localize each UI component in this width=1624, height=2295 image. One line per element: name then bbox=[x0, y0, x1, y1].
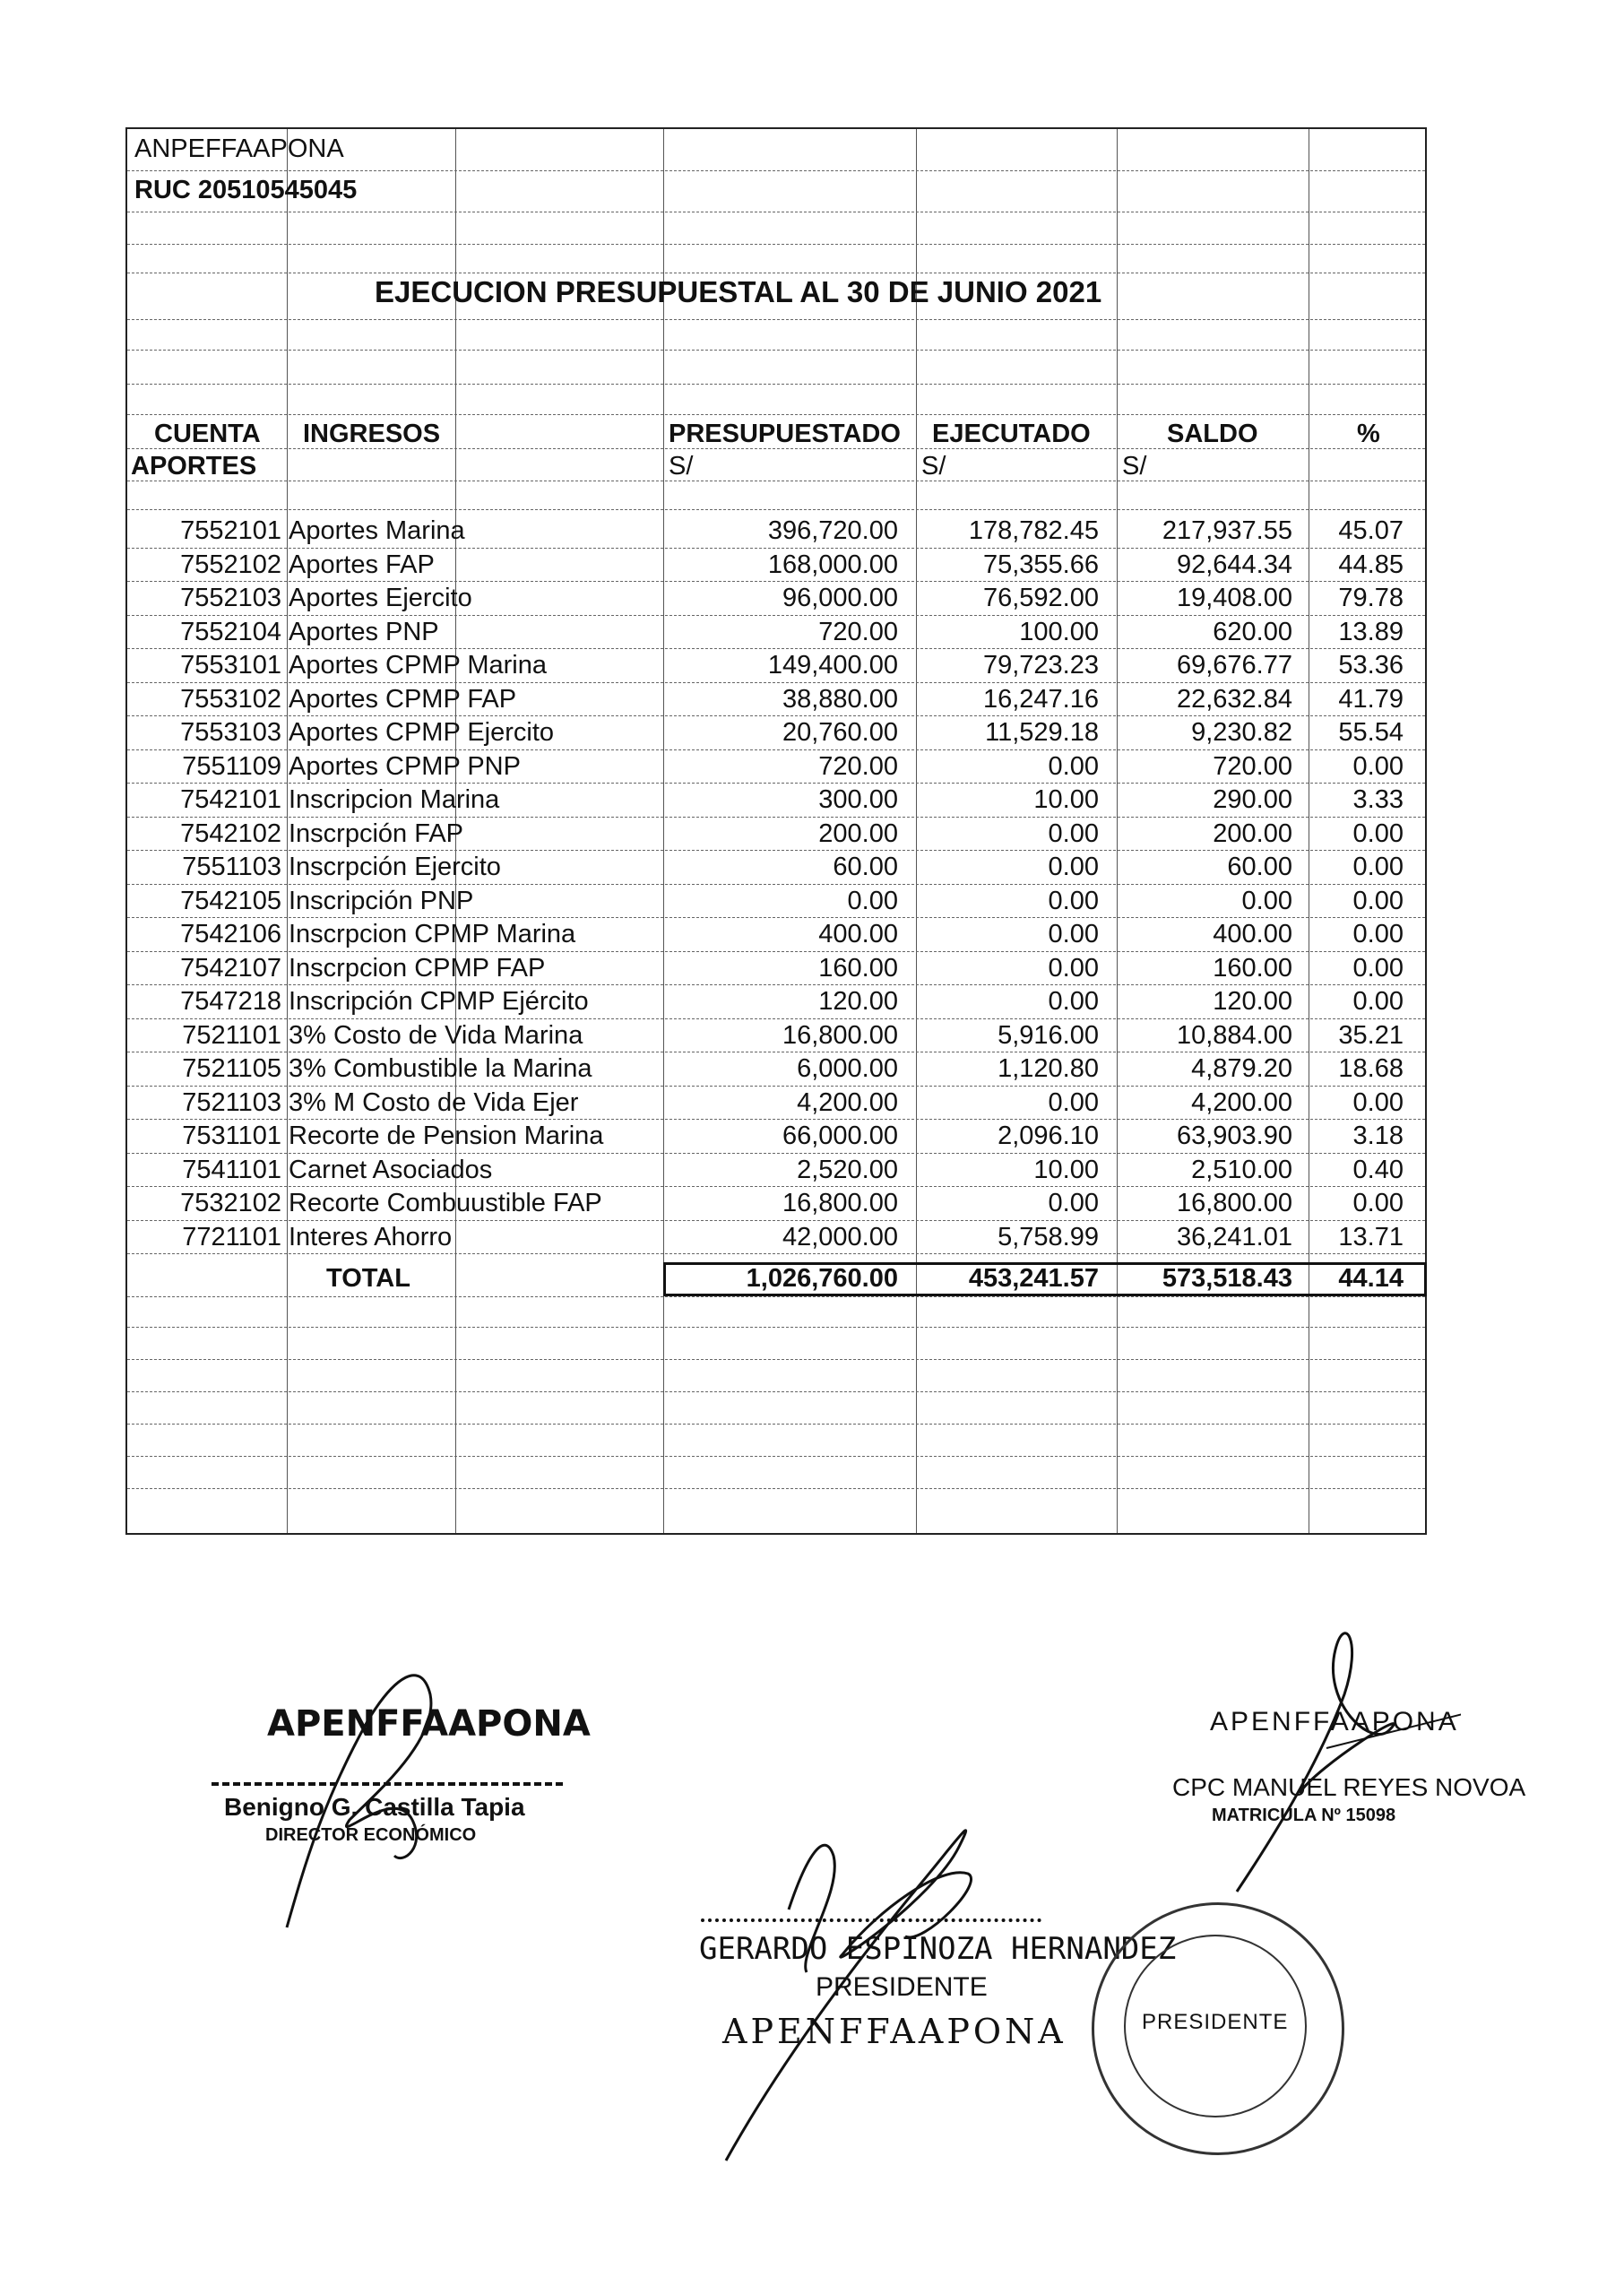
center-org: APENFFAAPONA bbox=[722, 2012, 1067, 2051]
percent-value: 0.00 bbox=[1352, 953, 1404, 983]
account-code: 7553101 bbox=[180, 651, 281, 680]
budget-sheet bbox=[125, 127, 1427, 1535]
row-divider bbox=[127, 1359, 1425, 1360]
saldo-value: 36,241.01 bbox=[1176, 1222, 1292, 1251]
percent-value: 3.33 bbox=[1352, 785, 1404, 814]
table-row bbox=[127, 616, 1425, 649]
row-divider bbox=[127, 1424, 1425, 1425]
col-header-cuenta: CUENTA bbox=[154, 420, 261, 448]
saldo-value: 290.00 bbox=[1213, 785, 1292, 814]
ejecutado-value: 0.00 bbox=[1048, 1189, 1099, 1217]
row-divider bbox=[127, 1327, 1425, 1328]
total-pct: 44.14 bbox=[1338, 1264, 1404, 1293]
percent-value: 41.79 bbox=[1338, 684, 1404, 714]
saldo-value: 120.00 bbox=[1213, 987, 1292, 1016]
account-name: Inscrpción Ejercito bbox=[289, 853, 501, 881]
ejecutado-value: 16,247.16 bbox=[982, 684, 1099, 714]
ejecutado-value: 2,096.10 bbox=[998, 1122, 1099, 1150]
account-code: 7521101 bbox=[182, 1020, 281, 1050]
percent-value: 53.36 bbox=[1338, 651, 1404, 680]
percent-value: 0.00 bbox=[1352, 751, 1404, 781]
table-row bbox=[127, 549, 1425, 582]
presupuestado-value: 168,000.00 bbox=[767, 550, 898, 579]
total-ejecutado: 453,241.57 bbox=[968, 1264, 1099, 1293]
saldo-value: 63,903.90 bbox=[1176, 1122, 1292, 1150]
account-code: 7541101 bbox=[182, 1155, 281, 1184]
table-row bbox=[127, 1154, 1425, 1187]
percent-value: 3.18 bbox=[1352, 1122, 1404, 1150]
row-divider bbox=[127, 170, 1425, 171]
saldo-value: 10,884.00 bbox=[1176, 1020, 1292, 1050]
right-org: APENFFAAPONA bbox=[1210, 1707, 1459, 1736]
col-header-ingresos: INGRESOS bbox=[303, 420, 441, 448]
table-row bbox=[127, 1187, 1425, 1220]
account-name: Aportes CPMP PNP bbox=[289, 751, 521, 781]
saldo-value: 720.00 bbox=[1213, 751, 1292, 781]
presupuestado-value: 60.00 bbox=[833, 853, 898, 881]
account-code: 7552101 bbox=[180, 516, 281, 545]
account-name: Aportes PNP bbox=[289, 617, 439, 646]
account-code: 7542105 bbox=[180, 886, 281, 915]
percent-value: 13.71 bbox=[1338, 1222, 1404, 1251]
saldo-value: 160.00 bbox=[1213, 953, 1292, 983]
presupuestado-value: 16,800.00 bbox=[782, 1189, 898, 1217]
saldo-value: 69,676.77 bbox=[1176, 651, 1292, 680]
currency-ejecutado: S/ bbox=[921, 452, 946, 481]
total-label: TOTAL bbox=[326, 1264, 410, 1293]
col-header-pct: % bbox=[1357, 420, 1380, 448]
table-row bbox=[127, 1052, 1425, 1086]
account-code: 7551103 bbox=[182, 853, 281, 881]
currency-saldo: S/ bbox=[1122, 452, 1147, 481]
percent-value: 0.40 bbox=[1352, 1155, 1404, 1184]
ejecutado-value: 0.00 bbox=[1048, 853, 1099, 881]
table-row bbox=[127, 716, 1425, 749]
ejecutado-value: 0.00 bbox=[1048, 751, 1099, 781]
table-row bbox=[127, 784, 1425, 817]
account-name: Inscripción PNP bbox=[289, 886, 474, 915]
percent-value: 0.00 bbox=[1352, 1087, 1404, 1117]
account-name: Recorte Combuustible FAP bbox=[289, 1189, 602, 1217]
saldo-value: 400.00 bbox=[1213, 920, 1292, 948]
account-code: 7553103 bbox=[180, 718, 281, 747]
saldo-value: 620.00 bbox=[1213, 617, 1292, 646]
left-name: Benigno G. Castilla Tapia bbox=[224, 1793, 525, 1821]
percent-value: 35.21 bbox=[1338, 1020, 1404, 1050]
table-row bbox=[127, 515, 1425, 548]
left-role: DIRECTOR ECONÓMICO bbox=[265, 1825, 477, 1845]
account-code: 7542106 bbox=[180, 920, 281, 948]
col-header-presupuestado: PRESUPUESTADO bbox=[669, 420, 901, 448]
handwritten-signature bbox=[269, 1641, 484, 1936]
ruc: RUC 20510545045 bbox=[134, 176, 358, 204]
left-org: APENFFAAPONA bbox=[267, 1703, 591, 1745]
ejecutado-value: 79,723.23 bbox=[982, 651, 1099, 680]
row-divider bbox=[127, 1253, 1425, 1254]
saldo-value: 16,800.00 bbox=[1176, 1189, 1292, 1217]
ejecutado-value: 0.00 bbox=[1048, 953, 1099, 983]
percent-value: 13.89 bbox=[1338, 617, 1404, 646]
total-saldo: 573,518.43 bbox=[1162, 1264, 1292, 1293]
account-code: 7547218 bbox=[180, 987, 281, 1016]
presupuestado-value: 66,000.00 bbox=[782, 1122, 898, 1150]
row-divider bbox=[127, 509, 1425, 510]
account-name: Aportes FAP bbox=[289, 550, 435, 579]
section-aportes: APORTES bbox=[131, 452, 257, 481]
saldo-value: 19,408.00 bbox=[1176, 584, 1292, 612]
account-code: 7542101 bbox=[180, 785, 281, 814]
ejecutado-value: 10.00 bbox=[1033, 785, 1099, 814]
ejecutado-value: 10.00 bbox=[1033, 1155, 1099, 1184]
account-code: 7531101 bbox=[182, 1122, 281, 1150]
center-role: PRESIDENTE bbox=[816, 1972, 988, 2002]
account-name: 3% Combustible la Marina bbox=[289, 1054, 592, 1083]
account-name: Aportes CPMP FAP bbox=[289, 684, 517, 714]
saldo-value: 92,644.34 bbox=[1176, 550, 1292, 579]
account-code: 7552103 bbox=[180, 584, 281, 612]
account-name: Inscripción CPMP Ejército bbox=[289, 987, 589, 1016]
account-code: 7553102 bbox=[180, 684, 281, 714]
center-name: GERARDO ESPINOZA HERNANDEZ bbox=[699, 1931, 1177, 1967]
account-code: 7552104 bbox=[180, 617, 281, 646]
row-divider bbox=[127, 244, 1425, 245]
saldo-value: 4,200.00 bbox=[1191, 1087, 1292, 1117]
table-row bbox=[127, 582, 1425, 615]
ejecutado-value: 11,529.18 bbox=[985, 718, 1099, 747]
ejecutado-value: 1,120.80 bbox=[998, 1054, 1099, 1083]
presupuestado-value: 400.00 bbox=[818, 920, 898, 948]
percent-value: 45.07 bbox=[1338, 516, 1404, 545]
account-name: Inscrpcion CPMP Marina bbox=[289, 920, 576, 948]
account-name: Aportes CPMP Ejercito bbox=[289, 718, 555, 747]
account-name: Interes Ahorro bbox=[289, 1222, 453, 1251]
presupuestado-value: 300.00 bbox=[818, 785, 898, 814]
saldo-value: 2,510.00 bbox=[1191, 1155, 1292, 1184]
ejecutado-value: 178,782.45 bbox=[968, 516, 1099, 545]
row-divider bbox=[127, 319, 1425, 320]
row-divider bbox=[127, 384, 1425, 385]
document-title: EJECUCION PRESUPUESTAL AL 30 DE JUNIO 2021 bbox=[375, 275, 1102, 308]
presupuestado-value: 200.00 bbox=[818, 818, 898, 848]
table-row bbox=[127, 1087, 1425, 1120]
account-name: Carnet Asociados bbox=[289, 1155, 493, 1184]
total-presupuestado: 1,026,760.00 bbox=[746, 1264, 898, 1293]
saldo-value: 217,937.55 bbox=[1162, 516, 1292, 545]
account-code: 7521105 bbox=[182, 1054, 281, 1083]
percent-value: 0.00 bbox=[1352, 853, 1404, 881]
ejecutado-value: 5,758.99 bbox=[998, 1222, 1099, 1251]
row-divider bbox=[127, 1456, 1425, 1457]
presupuestado-value: 2,520.00 bbox=[797, 1155, 898, 1184]
ejecutado-value: 0.00 bbox=[1048, 987, 1099, 1016]
presupuestado-value: 149,400.00 bbox=[767, 651, 898, 680]
presupuestado-value: 0.00 bbox=[847, 886, 898, 915]
table-row bbox=[127, 1221, 1425, 1254]
ejecutado-value: 100.00 bbox=[1019, 617, 1099, 646]
account-name: Recorte de Pension Marina bbox=[289, 1122, 604, 1150]
saldo-value: 9,230.82 bbox=[1191, 718, 1292, 747]
account-name: Aportes CPMP Marina bbox=[289, 651, 547, 680]
table-row bbox=[127, 985, 1425, 1018]
presupuestado-value: 38,880.00 bbox=[782, 684, 898, 714]
saldo-value: 22,632.84 bbox=[1176, 684, 1292, 714]
row-divider bbox=[127, 350, 1425, 351]
right-name: CPC MANUEL REYES NOVOA bbox=[1172, 1773, 1526, 1801]
table-row bbox=[127, 818, 1425, 851]
account-name: Aportes Ejercito bbox=[289, 584, 472, 612]
account-code: 7721101 bbox=[182, 1222, 281, 1251]
ejecutado-value: 76,592.00 bbox=[982, 584, 1099, 612]
saldo-value: 200.00 bbox=[1213, 818, 1292, 848]
presupuestado-value: 6,000.00 bbox=[797, 1054, 898, 1083]
table-row bbox=[127, 918, 1425, 951]
percent-value: 18.68 bbox=[1338, 1054, 1404, 1083]
table-row bbox=[127, 683, 1425, 716]
account-name: Inscrpcion CPMP FAP bbox=[289, 953, 546, 983]
table-row bbox=[127, 649, 1425, 682]
row-divider bbox=[127, 414, 1425, 415]
presupuestado-value: 396,720.00 bbox=[767, 516, 898, 545]
presupuestado-value: 96,000.00 bbox=[782, 584, 898, 612]
percent-value: 55.54 bbox=[1338, 718, 1404, 747]
account-name: Inscrpción FAP bbox=[289, 818, 464, 848]
presupuestado-value: 720.00 bbox=[818, 751, 898, 781]
row-divider bbox=[127, 1488, 1425, 1489]
saldo-value: 0.00 bbox=[1241, 886, 1292, 915]
stamp-center-text: PRESIDENTE bbox=[1142, 2010, 1289, 2034]
account-code: 7542107 bbox=[180, 953, 281, 983]
presupuestado-value: 42,000.00 bbox=[782, 1222, 898, 1251]
account-name: Aportes Marina bbox=[289, 516, 465, 545]
percent-value: 0.00 bbox=[1352, 886, 1404, 915]
ejecutado-value: 0.00 bbox=[1048, 818, 1099, 848]
table-row bbox=[127, 952, 1425, 985]
total-row bbox=[127, 1262, 1425, 1295]
currency-presupuestado: S/ bbox=[669, 452, 694, 481]
table-row bbox=[127, 1120, 1425, 1153]
account-code: 7542102 bbox=[180, 818, 281, 848]
percent-value: 0.00 bbox=[1352, 818, 1404, 848]
right-reg: MATRICULA Nº 15098 bbox=[1212, 1806, 1396, 1825]
ejecutado-value: 0.00 bbox=[1048, 886, 1099, 915]
ejecutado-value: 5,916.00 bbox=[998, 1020, 1099, 1050]
saldo-value: 4,879.20 bbox=[1191, 1054, 1292, 1083]
handwritten-signature bbox=[1210, 1614, 1461, 1901]
account-name: Inscripcion Marina bbox=[289, 785, 500, 814]
table-row bbox=[127, 1019, 1425, 1052]
row-divider bbox=[127, 1391, 1425, 1392]
ejecutado-value: 75,355.66 bbox=[982, 550, 1099, 579]
account-code: 7521103 bbox=[182, 1087, 281, 1117]
row-divider bbox=[127, 1296, 1425, 1297]
account-code: 7551109 bbox=[182, 751, 281, 781]
signature-line bbox=[701, 1918, 1041, 1922]
presupuestado-value: 720.00 bbox=[818, 617, 898, 646]
presupuestado-value: 120.00 bbox=[818, 987, 898, 1016]
percent-value: 0.00 bbox=[1352, 920, 1404, 948]
percent-value: 44.85 bbox=[1338, 550, 1404, 579]
presupuestado-value: 16,800.00 bbox=[782, 1020, 898, 1050]
percent-value: 0.00 bbox=[1352, 1189, 1404, 1217]
ejecutado-value: 0.00 bbox=[1048, 920, 1099, 948]
presupuestado-value: 160.00 bbox=[818, 953, 898, 983]
col-header-ejecutado: EJECUTADO bbox=[932, 420, 1091, 448]
org-name: ANPEFFAAPONA bbox=[134, 134, 344, 163]
table-row bbox=[127, 851, 1425, 884]
account-name: 3% M Costo de Vida Ejer bbox=[289, 1087, 579, 1117]
table-row bbox=[127, 885, 1425, 918]
table-row bbox=[127, 750, 1425, 784]
ejecutado-value: 0.00 bbox=[1048, 1087, 1099, 1117]
presupuestado-value: 20,760.00 bbox=[782, 718, 898, 747]
account-name: 3% Costo de Vida Marina bbox=[289, 1020, 583, 1050]
saldo-value: 60.00 bbox=[1227, 853, 1292, 881]
account-code: 7552102 bbox=[180, 550, 281, 579]
col-header-saldo: SALDO bbox=[1167, 420, 1258, 448]
presupuestado-value: 4,200.00 bbox=[797, 1087, 898, 1117]
percent-value: 0.00 bbox=[1352, 987, 1404, 1016]
account-code: 7532102 bbox=[180, 1189, 281, 1217]
percent-value: 79.78 bbox=[1338, 584, 1404, 612]
